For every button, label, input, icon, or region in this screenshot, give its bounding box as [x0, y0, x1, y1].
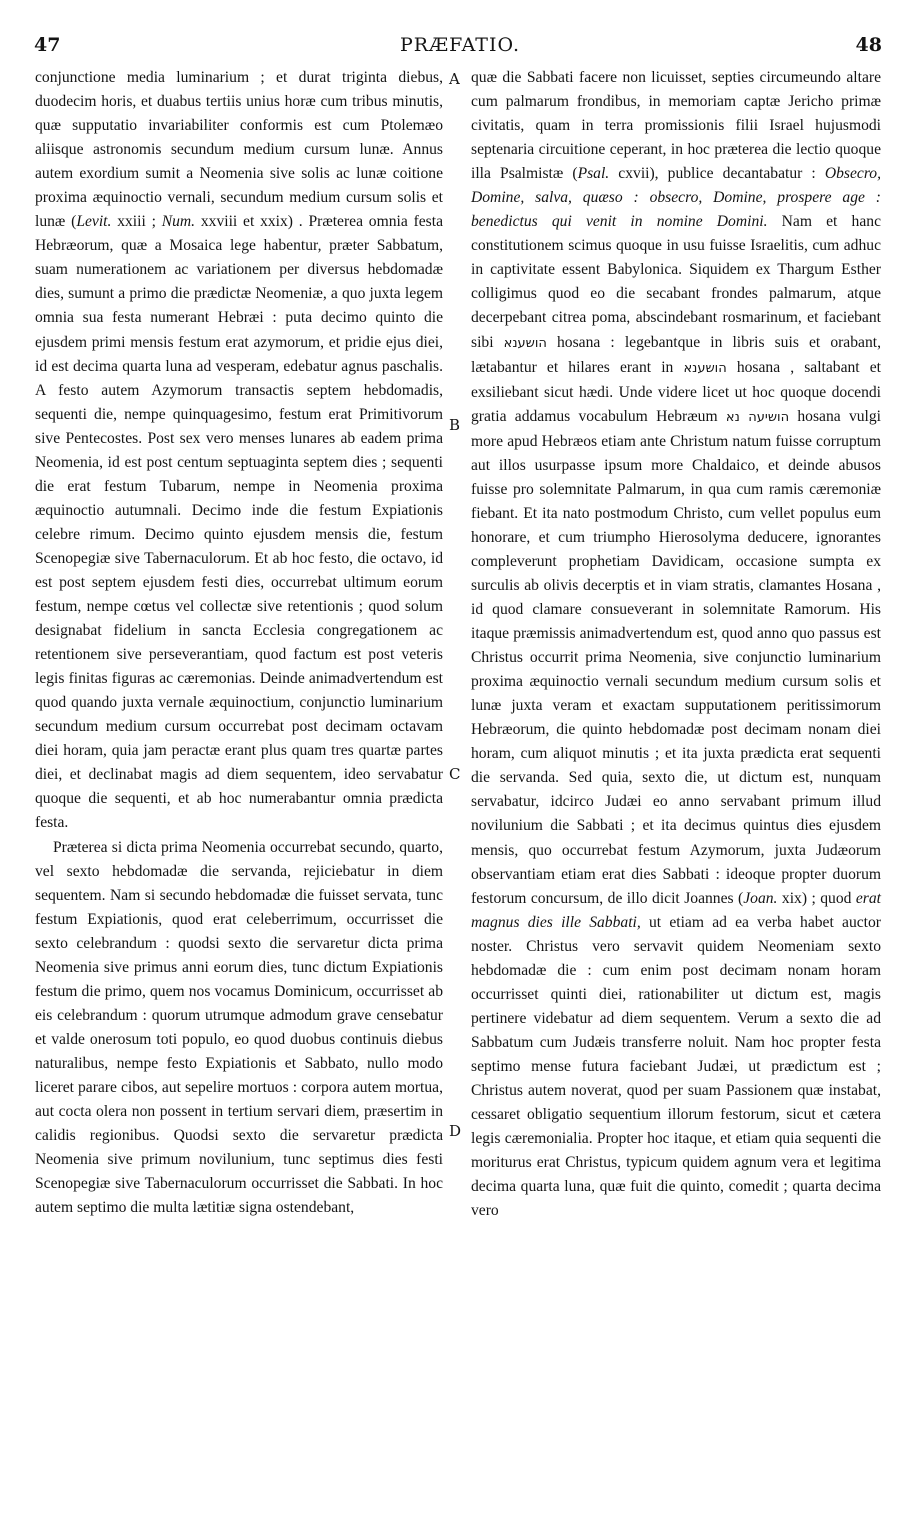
psalm-quotation: Obsecro, Domine, salva, quæso : obsecro, Domine, prospere age : benedictus qui venit in nomine Domini.	[471, 165, 881, 231]
reference-levit: Levit.	[76, 213, 112, 231]
reference-joan: Joan.	[743, 889, 778, 907]
john-quotation: erat magnus dies ille Sabbati,	[471, 889, 882, 931]
margin-letter-b: B	[449, 416, 461, 434]
left-page-number: 47	[34, 34, 61, 56]
running-head: PRÆFATIO.	[399, 34, 520, 56]
hebrew-word-2: הושענא	[683, 360, 727, 376]
right-column	[471, 66, 881, 1506]
page-header	[0, 34, 920, 64]
right-page-number: 48	[855, 34, 882, 56]
left-column	[35, 66, 443, 1506]
hebrew-word-3: הושיעה נא	[725, 409, 790, 425]
reference-psal: Psal.	[577, 165, 610, 183]
reference-num: Num.	[161, 213, 196, 231]
hebrew-word-1: הושענא	[503, 335, 547, 351]
margin-letter-d: D	[449, 1122, 462, 1140]
right-paragraph: quæ die Sabbati facere non licuisset, septies circumeundo altare cum palmarum frondibus, in memoriam captæ Jericho primæ civitatis, quam in terra promissionis filii Israel hujusmodi septenaria circuitione ceperant, in hoc præterea die lectio quoque illa Psalmistæ (Psal. cxvii), publice decantabatur : Obsecro, Domine, salva, quæso : obsecro, Domine, prospere age : benedictus qui venit in nomine Domini. Nam et hanc constitutionem scimus quoque in usu fuisse Israelitis, cum adhuc in captivitate essent Babylonica. Siquidem ex Thargum Esther colligimus quod eo die secabant frondes palmarum, atque decerpebant citrea poma, abscindebant rosmarinum, et faciebant sibi הושענא hosana : legebantque in libris suis et orabant, lætabantur et hilares erant in הושענא hosana , saltabant et exsiliebant sicut hædi. Unde videre licet ut hoc quoque docendi gratia addamus vocabulum Hebræum הושיעה נא hosana vulgi more apud Hebræos etiam ante Christum natum fuisse corruptum aut illos usurpasse ipsum more Chaldaico, et deinde abusos fuisse pro solemnitate Palmarum, in qua cum ramis cæremoniæ fiebant. Et ita nato postmodum Christo, cum vellet populus eum honorare, et cum triumpho Hierosolyma deducere, ignorantes compleverunt prophetiam Davidicam, occasione sumpta ex surculis ab olivis decerptis et in viam stratis, clamantes Hosana , id quod clamare consueverant in solemnitate Ramorum. His itaque præmissis animadvertendum est, quod anno quo passus est Christus occurrit prima Neomenia, sive conjunctio luminarium proxima æquinoctio vernali secundum medium cursum solis et lunæ juxta veram et exactam supputationem peritissimorum Hebræorum, die quinto hebdomadæ post decimam nonam diei horam, cum aliquot minutis ; et ita juxta prædicta erat sequenti die servanda. Sed quia, sexto die, ut dictum est, nunquam servabatur, idcirco Judæi eo anno servabant primum illud novilunium die Sabbati ; et ita decimus quintus dies ejusdem mensis, quo occurrebat festum Azymorum, juxta Judæorum observantiam etiam erat dies Sabbati : ideoque propter duorum festorum concursum, de illo dicit Joannes (Joan. xix) ; quod erat magnus dies ille Sabbati, ut etiam ad ea verba habet auctor noster. Christus vero servavit quidem Neomeniam sexto hebdomadæ die : cum enim post decimam nonam horam occurrisset quinti diei, rationabiliter ut dictum est, magis pertinere videbatur ad diem sequentem. Verum a sexto die ad Sabbatum cum Judæis transferre noluit. Nam hoc propter festa septimo mense futura faciebant Judæi, ut prædictum est ; Christus autem noverat, quod per suam Passionem quæ instabat, cessaret obligatio sequentium illorum festorum, sicut et cætera legis cæremonialia. Propter hoc itaque, et etiam quia sequenti die moriturus erat Christus, typicum quidem agnum vera et legitima decima quarta luna, quæ fuit die quinto, comedit ; quarta decima vero	[471, 69, 882, 1220]
left-paragraph-2: Præterea si dicta prima Neomenia occurrebat secundo, quarto, vel sexto hebdomadæ die servanda, rejiciebatur in diem sequentem. Nam si secundo hebdomadæ die fuisset servata, tunc festum Expiationis, quod erat celeberrimum, occurrisset die sexto celebrandum : quodsi sexto die servaretur dicta prima Neomenia sive primus anni eorum dies, tunc dictum Expiationis festum die primo, quem nos vocamus Dominicum, occurrisset ab eis celebrandum : quorum utrumque admodum grave censebatur et valde onerosum toti populo, eo quod duobus continuis diebus naturalibus, nempe festo Expiationis et Sabbato, nullo modo liceret parare cibos, aut sepelire mortuos : corpora autem mortua, aut cocta olera non possent in tertium servari diem, præsertim in calidis regionibus. Quodsi sexto die servaretur prædicta Neomenia sive primum novilunium, tunc septimus dies festi Scenopegiæ sive Tabernaculorum occurrisset die Sabbati. In hoc autem septimo die multa lætitiæ signa ostendebant,	[35, 838, 443, 1217]
margin-letter-a: A	[449, 70, 460, 88]
margin-letter-c: C	[449, 765, 461, 783]
left-paragraph-1: conjunctione media luminarium ; et durat triginta diebus, duodecim horis, et duabus tertiis unius horæ cum tribus minutis, quæ supputatio invariabiliter conformis est cum Ptolemæo aliisque astronomis secundum medium cursum lunæ. Annus autem exordium sumit a Neomenia sive solis ac lunæ coitione proxima æquinoctio vernali, secundum medium cursum solis et lunæ (Levit. xxiii ; Num. xxviii et xxix) . Præterea omnia festa Hebræorum, quæ a Mosaica lege habentur, præter Sabbatum, suam numerationem ac variationem per diversus hebdomadæ dies, sumunt a primo die prædictæ Neomeniæ, a quo juxta legem omnia sua festa numerant Hebræi : puta decimo quinto die ejusdem primi mensis festum erat azymorum, et pridie ejus diei, id est decima quarta luna ad vesperam, edebatur agnus paschalis. A festo autem Azymorum transactis septem hebdomadis, sequenti die, nempe quinquagesimo, festum erat Primitivorum sive Pentecostes. Post sex vero menses lunares ab eadem prima Neomenia, id est post centum septuaginta septem dies ; sequenti die erat festum Tubarum, nempe in Neomenia proxima æquinoctio autumnali. Decimo inde die festum Expiationis celebre rimum. Decimo quinto ejusdem mensis die, festum Scenopegiæ sive Tabernaculorum. Et ab hoc festo, die octavo, id est post septem ejusdem festi dies, occurrebat ultimum eorum festum, nempe cœtus vel collectæ sive retentionis ; quod solum designabat fidelium in sancta Ecclesia congregationem ac retentionem sive perseverantiam, quod factum est post veteris legis finitas figuras ac cæremonias. Deinde animadvertendum est quod quando juxta vernale æquinoctium, conjunctio luminarium secundum medium cursum occurrebat post decimam octavam diei horam, quia jam peractæ erant plus quam tres quartæ partes diei, et declinabat magis ad diem sequentem, ideo servabatur quoque die sequenti, et ab hoc numerabantur omnia prædicta festa.	[35, 69, 444, 832]
